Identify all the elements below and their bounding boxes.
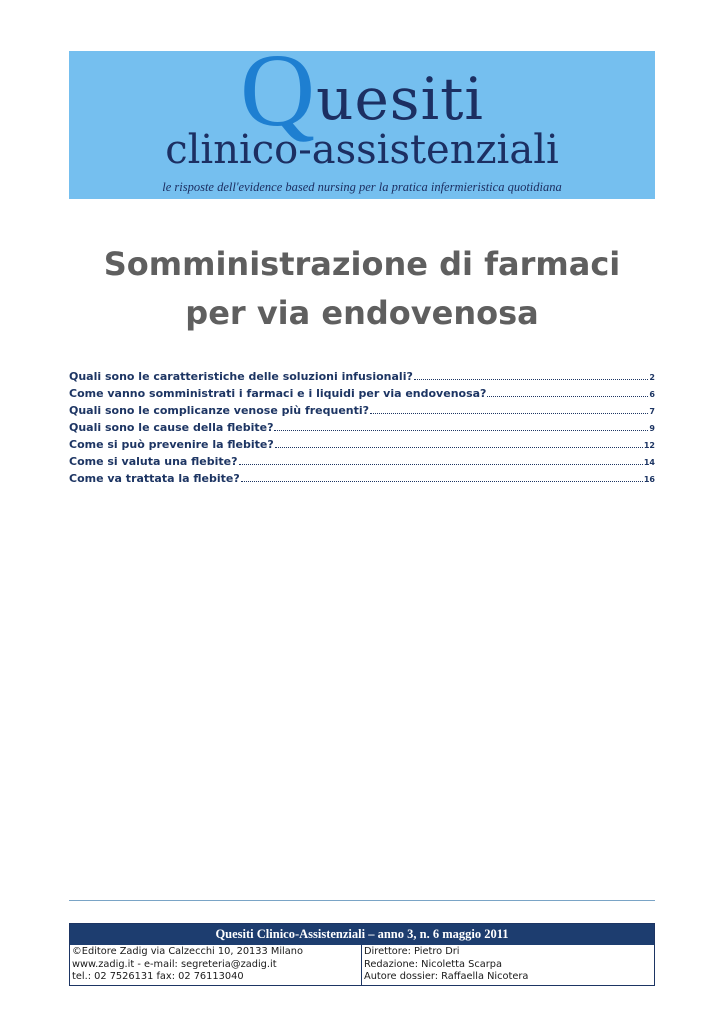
publisher-contacts[interactable]: www.zadig.it - e-mail: segreteria@zadig.it [72,958,277,970]
toc-entry[interactable] [69,438,655,455]
toc-entry[interactable] [69,387,655,404]
toc-leader-dots [487,395,648,397]
colophon-body [70,945,654,985]
colophon [69,923,655,986]
toc-entry[interactable] [69,370,655,387]
toc-entry-text: Quali sono le caratteristiche delle soluzioni infusionali? [69,370,413,383]
toc-entry[interactable] [69,421,655,438]
publisher-address: ©Editore Zadig via Calzecchi 10, 20133 Milano [72,946,303,957]
toc-entry-text: Quali sono le complicanze venose più frequenti? [69,404,370,417]
dossier-author: Autore dossier: Raffaella Nicotera [364,971,529,982]
toc-entry-page: 9 [649,424,655,433]
toc-entry-page: 14 [643,458,655,467]
colophon-heading: Quesiti Clinico-Assistenziali – anno 3, n. 6 maggio 2011 [70,924,654,945]
editorial-office: Redazione: Nicoletta Scarpa [364,958,502,970]
toc-entry-text: Come vanno somministrati i farmaci e i liquidi per via endovenosa? [69,387,487,400]
toc-leader-dots [275,446,643,448]
toc-entry-text: Come si può prevenire la flebite? [69,438,274,451]
toc-entry-page: 2 [649,373,655,382]
toc-leader-dots [370,412,648,414]
masthead-initial: Q [240,33,317,148]
toc-entry-text: Come si valuta una flebite? [69,455,238,468]
toc-entry-page: 7 [649,407,655,416]
masthead-title-line2: clinico-assistenziali [165,127,559,173]
document-title-line1: Somministrazione di farmaci [103,245,621,283]
toc-entry[interactable] [69,404,655,421]
toc-entry-text: Come va trattata la flebite? [69,472,240,485]
editorial-staff [362,945,654,985]
publisher-info [70,945,362,985]
toc-entry[interactable] [69,472,655,489]
toc-leader-dots [239,463,643,465]
toc-leader-dots [274,429,648,431]
masthead-subtitle: le risposte dell'evidence based nursing per la pratica infermieristica quotidiana [162,180,562,194]
toc-entry-page: 12 [643,441,655,450]
toc-entry[interactable] [69,455,655,472]
toc-leader-dots [241,480,643,482]
footer-divider [69,900,655,901]
document-title [69,240,655,338]
toc-leader-dots [414,378,649,380]
editor-director: Direttore: Pietro Dri [364,946,460,957]
masthead-banner [69,33,655,199]
document-title-line2: per via endovenosa [185,294,539,332]
publisher-phone: tel.: 02 7526131 fax: 02 76113040 [72,971,244,982]
table-of-contents [69,370,655,489]
masthead-title-rest: uesiti [316,65,484,133]
toc-entry-page: 16 [643,475,655,484]
toc-entry-text: Quali sono le cause della flebite? [69,421,274,434]
toc-entry-page: 6 [649,390,655,399]
